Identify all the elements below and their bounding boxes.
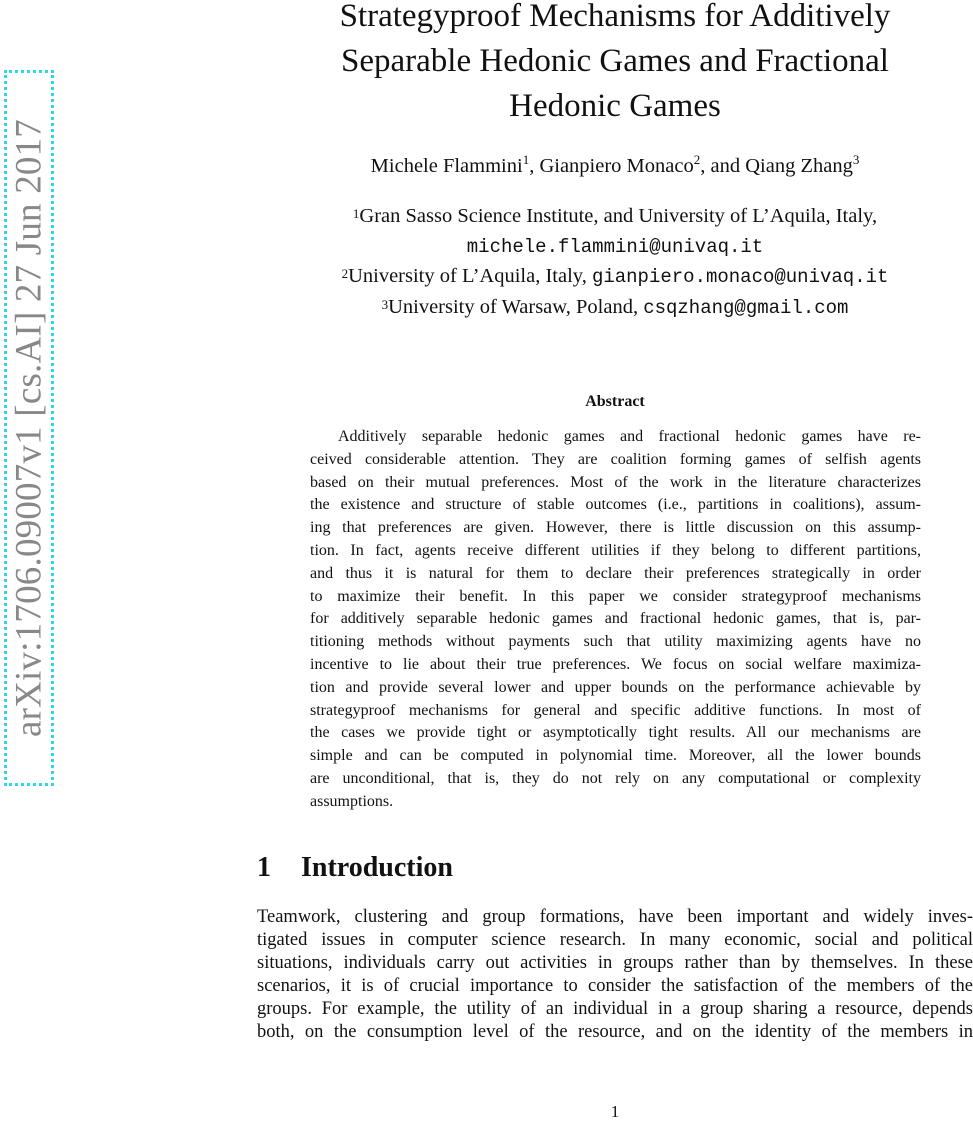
text-line: based on their mutual preferences. Most of the work in the literature characterizes bbox=[310, 473, 921, 491]
affiliation-text: University of Warsaw, Poland, bbox=[388, 295, 644, 318]
text-line: the cases we provide tight or asymptotically tight results. All our mechanisms are bbox=[310, 724, 921, 742]
affiliation bbox=[257, 262, 973, 293]
text-line: incentive to lie about their true preferences. We focus on social welfare maximiza- bbox=[310, 655, 921, 673]
introduction-body bbox=[257, 906, 973, 1043]
text-line: ceived considerable attention. They are coalition forming games of selfish agents bbox=[310, 450, 921, 468]
text-line: are unconditional, that is, they do not rely on any computational or complexity bbox=[310, 769, 921, 787]
author-email[interactable]: csqzhang@gmail.com bbox=[643, 296, 849, 319]
text-line: tion. In fact, agents receive different utilities if they belong to different partitions, bbox=[310, 541, 921, 559]
author-affiliation-mark: 1 bbox=[522, 152, 530, 167]
text-line: to maximize their benefit. In this paper we consider strategyproof mechanisms bbox=[310, 587, 921, 605]
text-line: the existence and structure of stable outcomes (i.e., partitions in coalitions), assum- bbox=[310, 496, 921, 514]
text-line: situations, individuals carry out activities in groups rather than by themselves. In these bbox=[257, 952, 973, 973]
text-line: both, on the consumption level of the resource, and on the identity of the members in bbox=[257, 1021, 973, 1042]
author-email[interactable]: gianpiero.monaco@univaq.it bbox=[591, 266, 889, 288]
affiliation bbox=[257, 293, 973, 324]
text-line: strategyproof mechanisms for general and specific additive functions. In most of bbox=[310, 701, 921, 719]
affiliation bbox=[257, 202, 973, 232]
section-number: 1 bbox=[257, 852, 271, 883]
text-line: titioning methods without payments such that utility maximizing agents have no bbox=[310, 633, 921, 651]
page-number: 1 bbox=[610, 1102, 620, 1121]
author-name: Gianpiero Monaco bbox=[539, 155, 694, 177]
affiliation-mark: 1 bbox=[352, 206, 360, 221]
author-name: Michele Flammini bbox=[370, 155, 523, 177]
text-line: ing that preferences are given. However, there is little discussion on this assump- bbox=[310, 519, 921, 537]
arxiv-stamp bbox=[4, 70, 54, 786]
text-line: for additively separable hedonic games and fractional hedonic games, that is, par- bbox=[310, 610, 921, 628]
section-title: Introduction bbox=[301, 852, 453, 883]
text-line: and thus it is natural for them to declare their preferences strategically in order bbox=[310, 564, 921, 582]
affiliation-email-line bbox=[257, 232, 973, 263]
text-line: tigated issues in computer science research. In many economic, social and political bbox=[257, 929, 973, 950]
arxiv-identifier: arXiv:1706.09007v1 [cs.AI] 27 Jun 2017 bbox=[8, 118, 50, 738]
author-separator: , bbox=[529, 155, 540, 177]
text-line: scenarios, it is of crucial importance to consider the satisfaction of the members of the bbox=[257, 975, 973, 996]
text-line: tion and provide several lower and upper bounds on the performance achievable by bbox=[310, 678, 921, 696]
affiliation-mark: 2 bbox=[341, 266, 349, 281]
author-affiliation-mark: 2 bbox=[693, 152, 701, 167]
text-line: Additively separable hedonic games and fractional hedonic games have re- bbox=[338, 428, 921, 445]
author-name: Qiang Zhang bbox=[745, 155, 853, 177]
abstract-heading: Abstract bbox=[585, 393, 645, 410]
text-line: simple and can be computed in polynomial time. Moreover, all the lower bounds bbox=[310, 747, 921, 765]
title-line: Strategyproof Mechanisms for Additively bbox=[339, 0, 891, 34]
author-list bbox=[257, 152, 973, 178]
author-affiliation-mark: 3 bbox=[852, 152, 860, 167]
text-line: groups. For example, the utility of an individual in a group sharing a resource, depends bbox=[257, 998, 973, 1019]
author-email[interactable]: michele.flammini@univaq.it bbox=[466, 235, 764, 258]
title-line: Hedonic Games bbox=[509, 88, 721, 124]
affiliation-text: University of L’Aquila, Italy, bbox=[348, 265, 592, 287]
author-separator: , and bbox=[700, 155, 746, 177]
paper-title bbox=[257, 0, 973, 129]
affiliation-text: Gran Sasso Science Institute, and University of L’Aquila, Italy, bbox=[359, 205, 878, 227]
abstract-body bbox=[310, 426, 921, 814]
title-line: Separable Hedonic Games and Fractional bbox=[341, 43, 889, 79]
affiliations bbox=[257, 202, 973, 323]
text-line: Teamwork, clustering and group formations, have been important and widely inves- bbox=[257, 907, 973, 927]
section-heading bbox=[257, 852, 453, 884]
text-line: assumptions. bbox=[310, 792, 394, 810]
affiliation-mark: 3 bbox=[381, 296, 389, 312]
